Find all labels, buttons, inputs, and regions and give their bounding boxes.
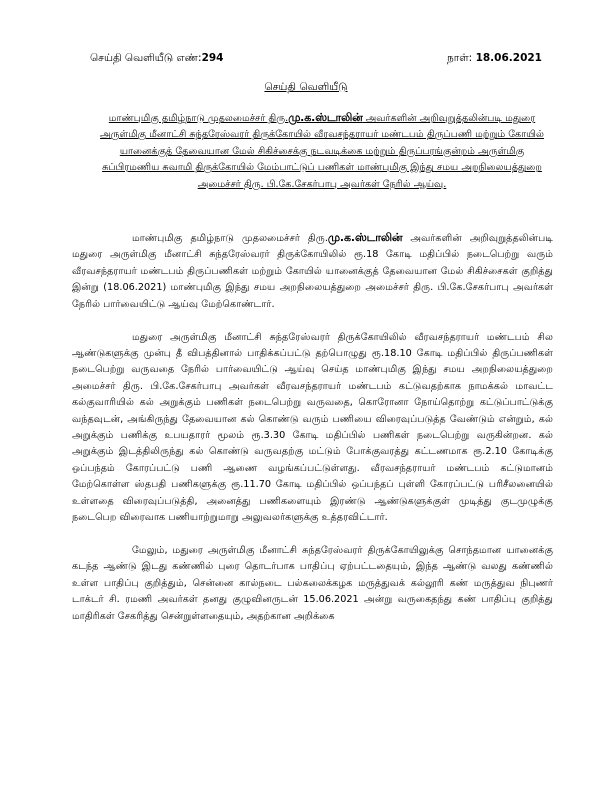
subject-rest: அவர்களின் அறிவுறுத்தலின்படி மதுரை அருள்மிகு மீனாட்சி சுந்தரேஸ்வரர் திருக்கோயில் வீரவசந்தராயர் மண்டபம் திருப்பணி மற்றும் கோயில் யானைக்குத் தேவையான மேல் சிகிச்சைக்கு நடவடிக்கை மற்றும் திருப்பரங்குன்றம் அருள்மிகு சுப்பிரமணிய சுவாமி திருக்கோயில் மேம்பாட்டுப் பணிகள் மாண்புமிகு இந்து சமய அறநிலையத்துறை அமைச்சர் திரு. பி.கே.சேகர்பாபு அவர்கள் நேரில் ஆய்வு. (99, 113, 544, 190)
subject-cm-name: மு.க.ஸ்டாலின் (288, 111, 363, 124)
release-date-line (447, 51, 542, 65)
document-title: செய்தி வெளியீடு (264, 81, 348, 93)
release-date: 18.06.2021 (475, 52, 542, 64)
paragraph-2: மதுரை அருள்மிகு மீனாட்சி சுந்தரேஸ்வரர் திருக்கோயிலில் வீரவசந்தராயர் மண்டபம் சில ஆண்டுகளுக்கு முன்பு தீ விபத்தினால் பாதிக்கப்பட்டு தற்பொழுது ரூ.18.10 கோடி மதிப்பில் திருப்பணிகள் நடைபெற்று வருவதை நேரில் பார்வையிட்டு ஆய்வு செய்த மாண்புமிகு இந்து சமய அறநிலையத்துறை அமைச்சர் திரு. பி.கே.சேகர்பாபு அவர்கள் வீரவசந்தராயர் மண்டபம் கட்டுவதற்காக நாமக்கல் மாவட்ட கல்குவாரியில் கல் அறுக்கும் பணிகள் நடைபெற்று வருவதை, கொரோனா நோய்தொற்று கட்டுப்பாட்டுக்கு வந்தவுடன், அங்கிருந்து தேவையான கல் கொண்டு வரும் பணியை விரைவுப்படுத்த வேண்டும் என்றும், கல் அறுக்கும் பணிக்கு உபயதாரர் மூலம் ரூ.3.30 கோடி மதிப்பில் பணிகள் நடைபெற்று வருகின்றன. கல் அறுக்கும் இடத்திலிருந்து கல் கொண்டு வருவதற்கு மட்டும் போக்குவரத்து கட்டணமாக ரூ.2.10 கோடிக்கு ஒப்பந்தம் கோரப்பட்டு பணி ஆணை வழங்கப்பட்டுள்ளது. வீரவசந்தராயர் மண்டபம் கட்டுமானம் மேற்கொள்ள ஸ்தபதி பணிகளுக்கு ரூ.11.70 கோடி மதிப்பில் ஒப்பந்தப் புள்ளி கோரப்பட்டு பரிசீலனையில் உள்ளதை விரைவுப்படுத்தி, அனைத்து பணிகளையும் இரண்டு ஆண்டுகளுக்குள் முடித்து குடமுழுக்கு நடைபெற விரைவாக பணியாற்றுமாறு அலுவலர்களுக்கு உத்தரவிட்டார். (72, 331, 553, 523)
release-number-line (90, 51, 223, 65)
release-label: செய்தி வெளியீடு எண்: (90, 52, 202, 64)
paragraph-3: மேலும், மதுரை அருள்மிகு மீனாட்சி சுந்தரேஸ்வரர் திருக்கோயிலுக்கு சொந்தமான யானைக்கு கடந்த ஆண்டு இடது கண்ணில் புரை தொடர்பாக பாதிப்பு ஏற்பட்டதையும், இந்த ஆண்டு வலது கண்ணில் உள்ள பாதிப்பு குறித்தும், சென்னை கால்நடை பல்கலைக்கழக மருத்துவக் கல்லூரி கண் மருத்துவ நிபுணர் டாக்டர் சி. ரமணி அவர்கள் தனது குழுவினருடன் 15.06.2021 அன்று வருகைதந்து கண் பாதிப்பு குறித்து மாதிரிகள் சேகரித்து சென்றுள்ளதையும், அதற்கான அறிக்கை (72, 544, 553, 622)
subject-intro: மாண்புமிகு தமிழ்நாடு முதலமைச்சர் திரு. (108, 113, 289, 124)
body-text (72, 230, 553, 625)
subject-heading (92, 110, 552, 193)
paragraph-1-text: அவர்களின் அறிவுறுத்தலின்படி மதுரை அருள்மிகு மீனாட்சி சுந்தரேஸ்வரர் திருக்கோயிலில் ரூ.18 கோடி மதிப்பில் நடைபெற்று வரும் வீரவசந்தராயர் மண்டபம் திருப்பணிகள் மற்றும் கோயில் யானைக்குத் தேவையான மேல் சிகிச்சைகள் குறித்து இன்று (18.06.2021) மாண்புமிகு இந்து சமய அறநிலையத்துறை அமைச்சர் திரு. பி.கே.சேகர்பாபு அவர்கள் நேரில் பார்வையிட்டு ஆய்வு மேற்கொண்டார். (72, 233, 553, 310)
paragraph-1-intro: மாண்புமிகு தமிழ்நாடு முதலமைச்சர் திரு. (132, 233, 328, 244)
release-number: 294 (201, 52, 224, 64)
paragraph-1-cm-name: மு.க.ஸ்டாலின் (327, 231, 403, 244)
date-label: நாள்: (446, 52, 473, 64)
paragraph-1 (72, 230, 553, 313)
